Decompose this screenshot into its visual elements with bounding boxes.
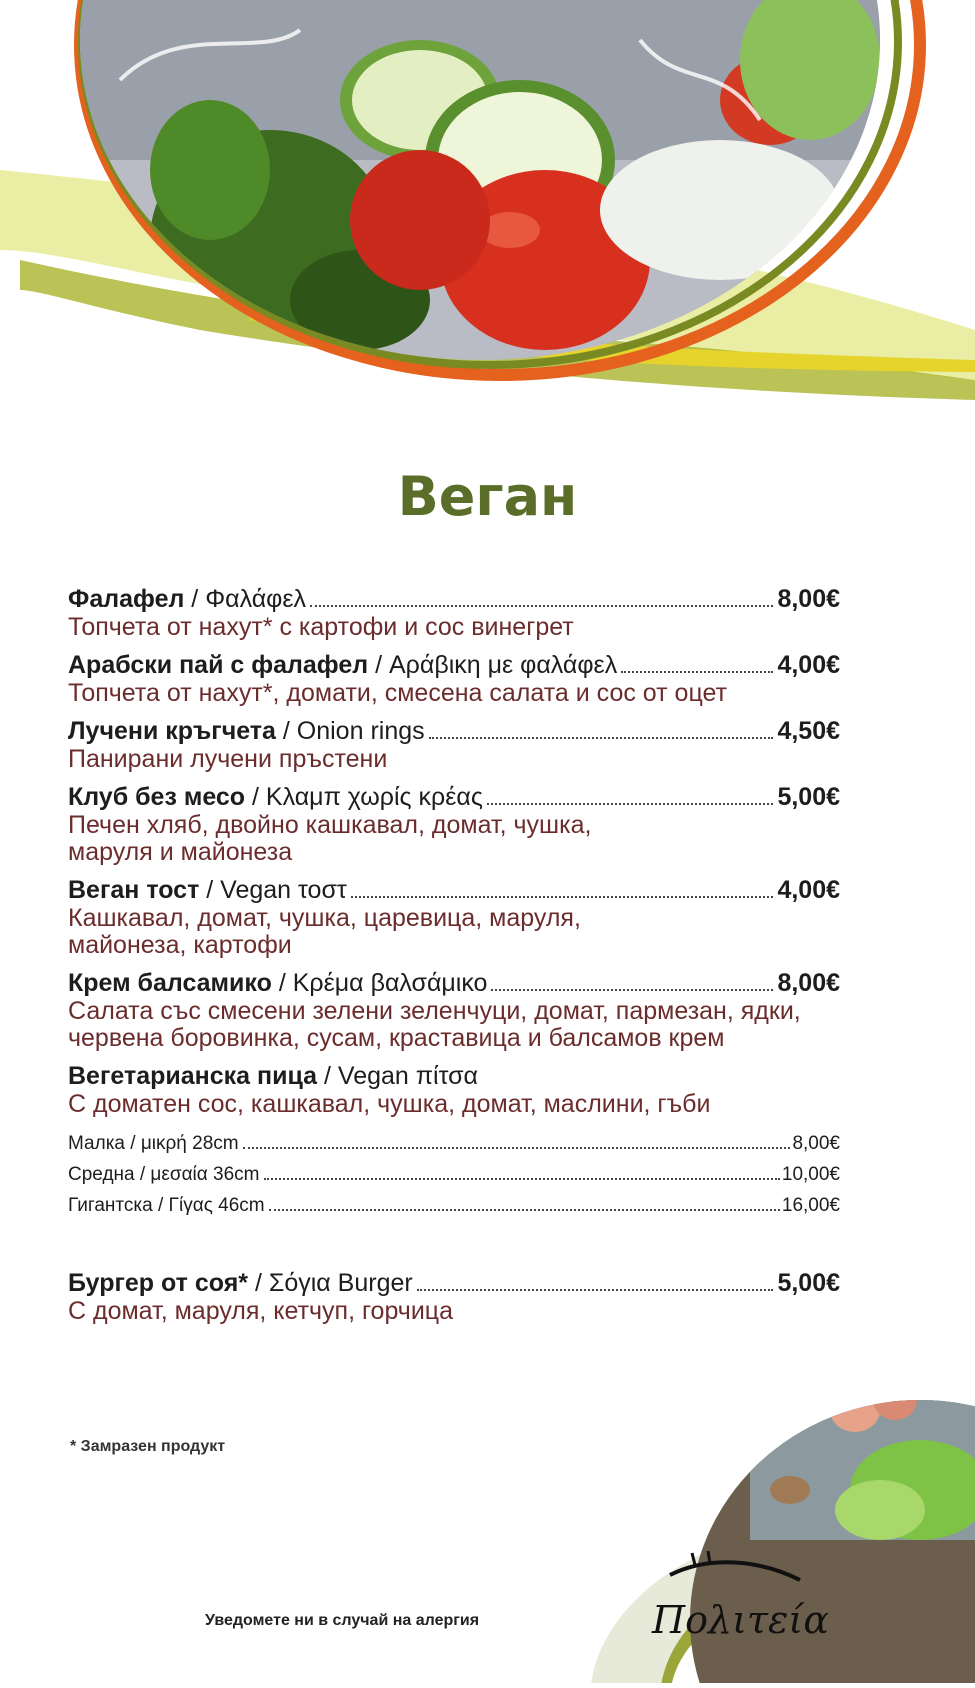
menu-item: Лучени кръгчета / Onion rings 4,50€ Панирани лучени пръстени [68,717,840,773]
item-description: Топчета от нахут*, домати, смесена салата и сос от оцет [68,679,728,707]
item-price: 8,00€ [777,969,840,997]
dot-leader [351,896,774,898]
item-price: 4,50€ [777,717,840,745]
dot-leader [243,1147,791,1149]
item-name-alt: Vegan τοστ [220,876,347,904]
item-price: 4,00€ [777,651,840,679]
dot-leader [621,671,773,673]
dot-leader [310,605,773,607]
item-description: Топчета от нахут* с картофи и сос винегрет [68,613,574,641]
item-description: майонеза, картофи [68,931,292,959]
size-price: 16,00€ [781,1195,840,1216]
item-description: маруля и майонеза [68,838,293,866]
logo-text: Πολιτεία [652,1598,829,1642]
menu-item: Клуб без месо / Κλαμπ χωρίς κρέας 5,00€ Печен хляб, двойно кашкавал, домат, чушка, маруля и майонеза [68,783,840,866]
item-description: Печен хляб, двойно кашкавал, домат, чушка, [68,811,592,839]
allergy-notice: Уведомете ни в случай на алергия [205,1612,480,1629]
size-label: Малка / μικρή 28cm [68,1133,239,1154]
size-row [68,1128,840,1159]
size-label: Гигантска / Γίγας 46cm [68,1195,265,1216]
size-label: Средна / μεσαία 36cm [68,1164,260,1185]
menu-item-pizza: Вегетарианска пица / Vegan πίτσα С доматен сос, кашкавал, чушка, домат, маслини, гъби Малка / μικρή 28cm 8,00€ Средна / μεσαία 36cm 10,00€ Гигантска / Γίγας 46cm 16,00€ [68,1062,840,1221]
item-name-alt: Vegan πίτσα [337,1062,478,1090]
menu-item-burger: Бургер от соя* / Σόγια Burger 5,00€ С домат, маруля, кетчуп, горчица [68,1269,840,1325]
menu-list [68,585,840,1335]
item-name-alt: Κλαμπ χωρίς κρέας [265,783,483,811]
dot-leader [487,803,774,805]
dot-leader [264,1178,780,1180]
menu-item: Крем балсамико / Κρέμα βαλσάμικο 8,00€ Салата със смесени зелени зеленчуци, домат, пармезан, ядки, червена боровинка, сусам, краставица и балсамов крем [68,969,840,1052]
item-name: Бургер от соя* [68,1269,249,1297]
item-name: Крем балсамико [68,969,272,997]
item-name-alt: Onion rings [296,717,425,745]
item-name-alt: Αράβικη με φαλάφελ [388,651,618,679]
hero-salad-image [0,0,975,420]
item-name-alt: Σόγια Burger [268,1269,413,1297]
size-price: 10,00€ [781,1164,840,1185]
dot-leader [429,737,774,739]
item-name: Веган тост [68,876,200,904]
item-description: Панирани лучени пръстени [68,745,388,773]
item-description: Салата със смесени зелени зеленчуци, домат, пармезан, ядки, [68,997,801,1025]
item-price: 5,00€ [777,1269,840,1297]
item-description: Кашкавал, домат, чушка, царевица, маруля, [68,904,581,932]
item-price: 5,00€ [777,783,840,811]
size-row [68,1159,840,1190]
pizza-sizes [68,1128,840,1221]
item-name-alt: Κρέμα βαλσάμικο [292,969,488,997]
dot-leader [417,1289,774,1291]
footnote: * Замразен продукт [70,1438,226,1455]
menu-item: Фалафел / Φαλάφελ 8,00€ Топчета от нахут* с картофи и сос винегрет [68,585,840,641]
size-price: 8,00€ [792,1133,840,1154]
item-name-alt: Φαλάφελ [205,585,307,613]
item-name: Клуб без месо [68,783,246,811]
item-name: Лучени кръгчета [68,717,276,745]
item-name: Вегетарианска пица [68,1062,318,1090]
page-title: Веган [397,465,578,528]
dot-leader [491,989,773,991]
item-description: С домат, маруля, кетчуп, горчица [68,1297,454,1325]
dot-leader [269,1209,780,1211]
menu-item: Веган тост / Vegan τοστ 4,00€ Кашкавал, домат, чушка, царевица, маруля, майонеза, картофи [68,876,840,959]
menu-item: Арабски пай с фалафел / Αράβικη με φαλάφελ 4,00€ Топчета от нахут*, домати, смесена салата и сос от оцет [68,651,840,707]
item-name: Арабски пай с фалафел [68,651,369,679]
item-name: Фалафел [68,585,185,613]
item-description: С доматен сос, кашкавал, чушка, домат, маслини, гъби [68,1090,711,1118]
size-row [68,1190,840,1221]
item-price: 4,00€ [777,876,840,904]
item-description: червена боровинка, сусам, краставица и балсамов крем [68,1024,725,1052]
item-price: 8,00€ [777,585,840,613]
